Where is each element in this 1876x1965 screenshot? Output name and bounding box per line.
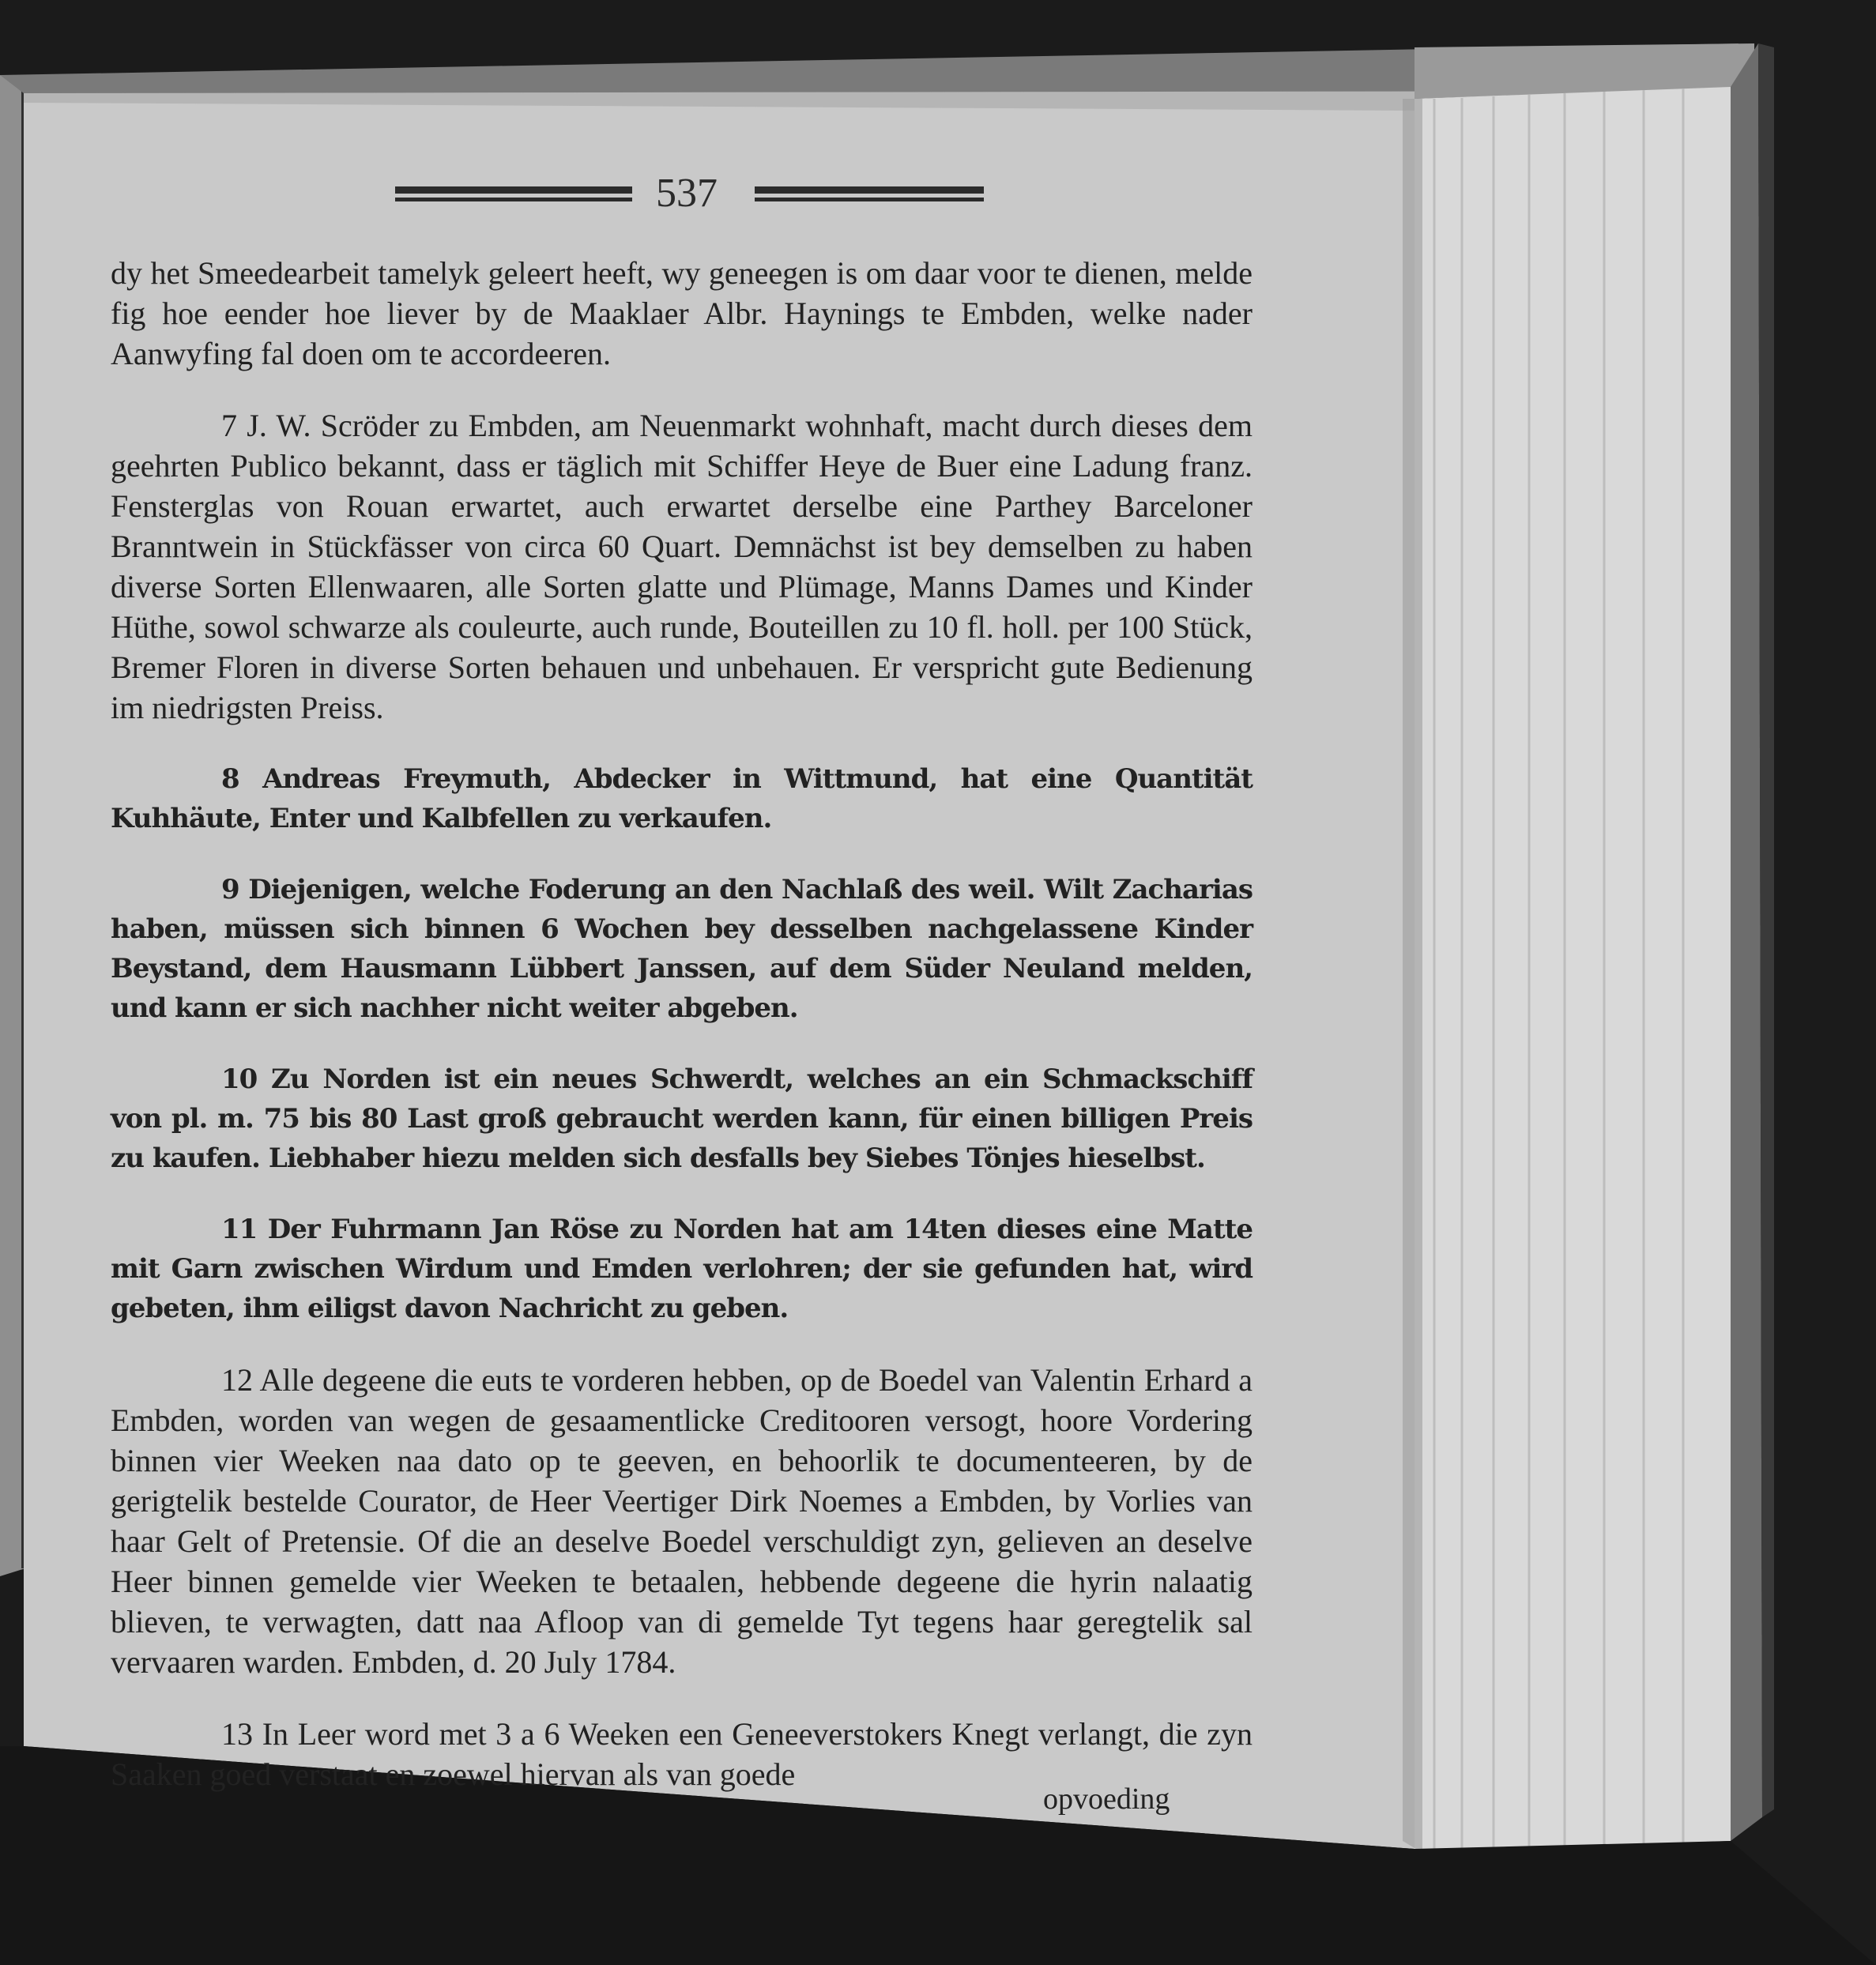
page-number: 537 <box>656 171 718 216</box>
notice-10: 10 Zu Norden ist ein neues Schwerdt, welches an ein Schmackschiff von pl. m. 75 bis 80 Last groß gebraucht werden kann, für einen billigen Preis zu kaufen. Liebhaber hiezu melden sich desfalls bey Siebes Tönjes hieselbst. <box>111 1063 1253 1174</box>
notice-8: 8 Andreas Freymuth, Abdecker in Wittmund, hat eine Quantität Kuhhäute, Enter und Kalbfellen zu verkaufen. <box>111 763 1253 834</box>
page-body <box>111 253 1253 1826</box>
catchword: opvoeding <box>1043 1782 1170 1816</box>
notice-12: 12 Alle degeene die euts te vorderen hebben, op de Boedel van Valentin Erhard a Embden, worden van wegen de gesaamentlicke Creditooren versogt, hoore Vordering binnen vier Weeken naa dato op te geeven, en behoorlik te documenteeren, by de gerigtelik bestelde Courator, de Heer Veertiger Dirk Noemes a Embden, by Vorlies van haar Gelt of Pretensie. Of die an deselve Boedel verschuldigt zyn, gelieven an deselve Heer binnen gemelde vier Weeken te betaalen, hebbende degeene die hyrin nalaatig blieven, te verwagten, datt naa Afloop van di gemelde Tyt tegens haar geregtelik sal vervaaren warden. Embden, d. 20 July 1784. <box>111 1362 1253 1680</box>
notice-7: 7 J. W. Scröder zu Embden, am Neuenmarkt wohnhaft, macht durch dieses dem geehrten Publico bekannt, dass er täglich mit Schiffer Heye de Buer eine Ladung franz. Fensterglas von Rouan erwartet, auch erwartet derselbe eine Parthey Barceloner Branntwein in Stückfässer von circa 60 Quart. Demnächst ist bey demselben zu haben diverse Sorten Ellenwaaren, alle Sorten glatte und Plümage, Manns Dames und Kinder Hüthe, sowol schwarze als couleurte, auch runde, Bouteillen zu 10 fl. holl. per 100 Stück, Bremer Floren in diverse Sorten behauen und unbehauen. Er verspricht gute Bedienung im niedrigsten Preiss. <box>111 408 1253 725</box>
paragraph-continuation: dy het Smeedearbeit tamelyk geleert heeft, wy geneegen is om daar voor te dienen, melde fig hoe eender hoe liever by de Maaklaer Albr. Haynings te Embden, welke nader Aanwyfing fal doen om te accordeeren. <box>111 255 1253 371</box>
notice-9: 9 Diejenigen, welche Foderung an den Nachlaß des weil. Wilt Zacharias haben, müssen sich binnen 6 Wochen bey desselben nachgelassene Kinder Beystand, dem Hausmann Lübbert Janssen, auf dem Süder Neuland melden, und kann er sich nachher nicht weiter abgeben. <box>111 874 1253 1024</box>
notice-13: 13 In Leer word met 3 a 6 Weeken een Geneeverstokers Knegt verlangt, die zyn Saaken goed verstaat en zoewel hiervan als van goede <box>111 1716 1253 1792</box>
header-rule-left <box>395 186 632 204</box>
notice-11: 11 Der Fuhrmann Jan Röse zu Norden hat am 14ten dieses eine Matte mit Garn zwischen Wirdum und Emden verlohren; der sie gefunden hat, wird gebeten, ihm eiligst davon Nachricht zu geben. <box>111 1214 1253 1324</box>
header-rule-right <box>755 186 984 204</box>
